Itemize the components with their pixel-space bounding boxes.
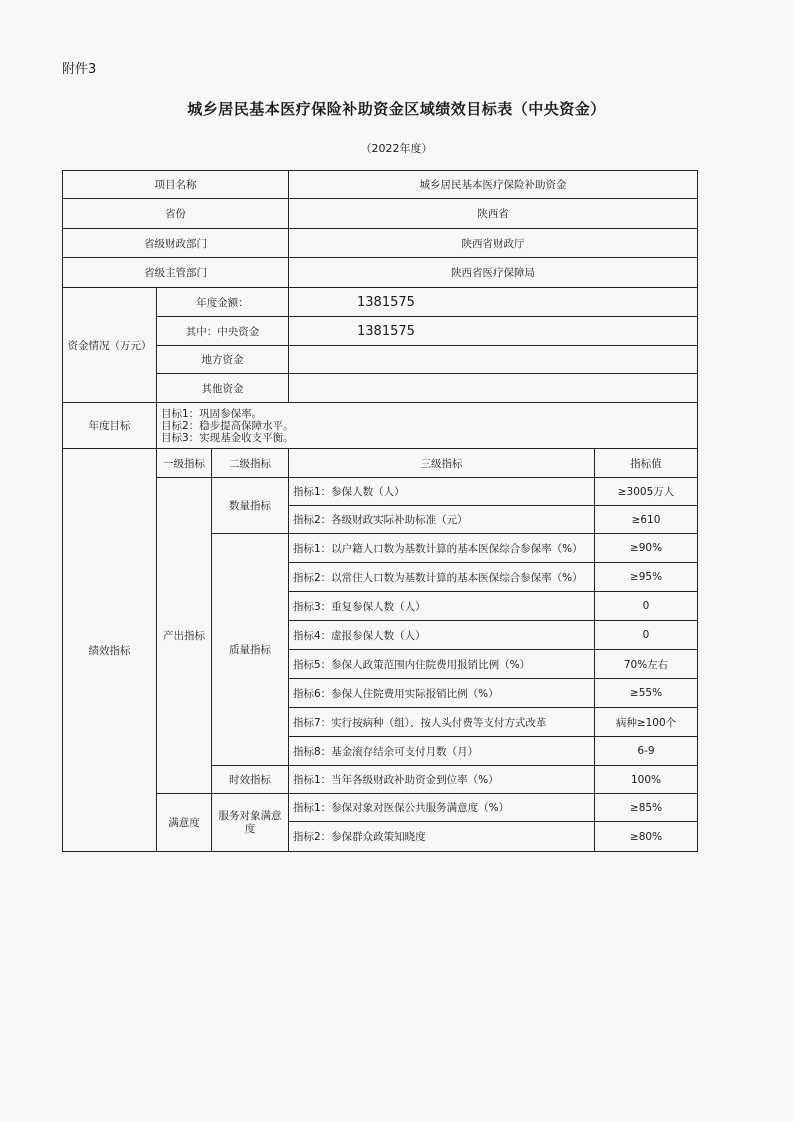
other-funds-label: 其他资金	[157, 374, 289, 403]
row-admin-dept	[63, 258, 698, 288]
performance-table	[62, 170, 698, 852]
page-subtitle: （2022年度）	[360, 142, 433, 155]
local-funds-label: 地方资金	[157, 346, 289, 374]
header-level3: 三级指标	[289, 449, 595, 478]
indicator-name: 指标2：参保群众政策知晓度	[289, 822, 595, 852]
indicator-name: 指标1：参保对象对医保公共服务满意度（%）	[289, 794, 595, 822]
row-local-funds	[63, 346, 698, 374]
indicator-value: 100%	[595, 766, 698, 794]
indicator-value: ≥95%	[595, 563, 698, 592]
indicator-value: ≥85%	[595, 794, 698, 822]
row-finance-dept	[63, 229, 698, 258]
indicator-value: 6-9	[595, 737, 698, 766]
indicator-value: 0	[595, 592, 698, 621]
indicator-name: 指标2：以常住人口数为基数计算的基本医保综合参保率（%）	[289, 563, 595, 592]
annual-amount-value: 1381575	[289, 288, 698, 317]
goal-item: 目标3：实现基金收支平衡。	[161, 431, 294, 444]
row-other-funds	[63, 374, 698, 403]
annual-goals-list	[157, 403, 698, 449]
indicator-value: ≥3005万人	[595, 478, 698, 506]
annual-goals-label: 年度目标	[63, 403, 157, 449]
province-value: 陕西省	[289, 199, 698, 229]
admin-dept-label: 省级主管部门	[63, 258, 289, 288]
indicator-name: 指标6：参保人住院费用实际报销比例（%）	[289, 679, 595, 708]
table-row	[63, 478, 698, 506]
indicator-name: 指标1：参保人数（人）	[289, 478, 595, 506]
satisfaction-label: 满意度	[157, 794, 212, 852]
indicator-value: 0	[595, 621, 698, 650]
goal-item: 目标1：巩固参保率。	[161, 407, 263, 420]
indicator-name: 指标2：各级财政实际补助标准（元）	[289, 506, 595, 534]
central-funds-label: 其中：中央资金	[157, 317, 289, 346]
indicator-value: ≥55%	[595, 679, 698, 708]
central-funds-value: 1381575	[289, 317, 698, 346]
output-label: 产出指标	[157, 478, 212, 794]
indicator-name: 指标3：重复参保人数（人）	[289, 592, 595, 621]
header-value: 指标值	[595, 449, 698, 478]
admin-dept-value: 陕西省医疗保障局	[289, 258, 698, 288]
service-satisfaction-label: 服务对象满意度	[212, 794, 289, 852]
indicator-name: 指标4：虚报参保人数（人）	[289, 621, 595, 650]
row-province	[63, 199, 698, 229]
header-level1: 一级指标	[157, 449, 212, 478]
row-central-funds	[63, 317, 698, 346]
project-label: 项目名称	[63, 171, 289, 199]
indicator-value: ≥90%	[595, 534, 698, 563]
annual-amount-label: 年度金额：	[157, 288, 289, 317]
quality-label: 质量指标	[212, 534, 289, 766]
indicator-value: ≥80%	[595, 822, 698, 852]
funds-label: 资金情况（万元）	[63, 288, 157, 403]
province-label: 省份	[63, 199, 289, 229]
row-project	[63, 171, 698, 199]
finance-dept-value: 陕西省财政厅	[289, 229, 698, 258]
indicator-value: 病种≥100个	[595, 708, 698, 737]
header-level2: 二级指标	[212, 449, 289, 478]
timeliness-label: 时效指标	[212, 766, 289, 794]
goal-item: 目标2：稳步提高保障水平。	[161, 419, 294, 432]
project-value: 城乡居民基本医疗保险补助资金	[289, 171, 698, 199]
indicator-value: ≥610	[595, 506, 698, 534]
indicator-name: 指标1：当年各级财政补助资金到位率（%）	[289, 766, 595, 794]
finance-dept-label: 省级财政部门	[63, 229, 289, 258]
table-row	[63, 794, 698, 822]
attachment-label: 附件3	[62, 62, 97, 77]
indicator-name: 指标5：参保人政策范围内住院费用报销比例（%）	[289, 650, 595, 679]
page-title: 城乡居民基本医疗保险补助资金区域绩效目标表（中央资金）	[187, 100, 606, 118]
quantity-label: 数量指标	[212, 478, 289, 534]
indicator-name: 指标1：以户籍人口数为基数计算的基本医保综合参保率（%）	[289, 534, 595, 563]
indicator-value: 70%左右	[595, 650, 698, 679]
local-funds-value	[289, 346, 698, 374]
indicators-label: 绩效指标	[63, 449, 157, 852]
row-indicator-header	[63, 449, 698, 478]
row-annual-goals	[63, 403, 698, 449]
indicator-name: 指标8：基金滚存结余可支付月数（月）	[289, 737, 595, 766]
indicator-name: 指标7：实行按病种（组）、按人头付费等支付方式改革	[289, 708, 595, 737]
other-funds-value	[289, 374, 698, 403]
row-annual-amount	[63, 288, 698, 317]
